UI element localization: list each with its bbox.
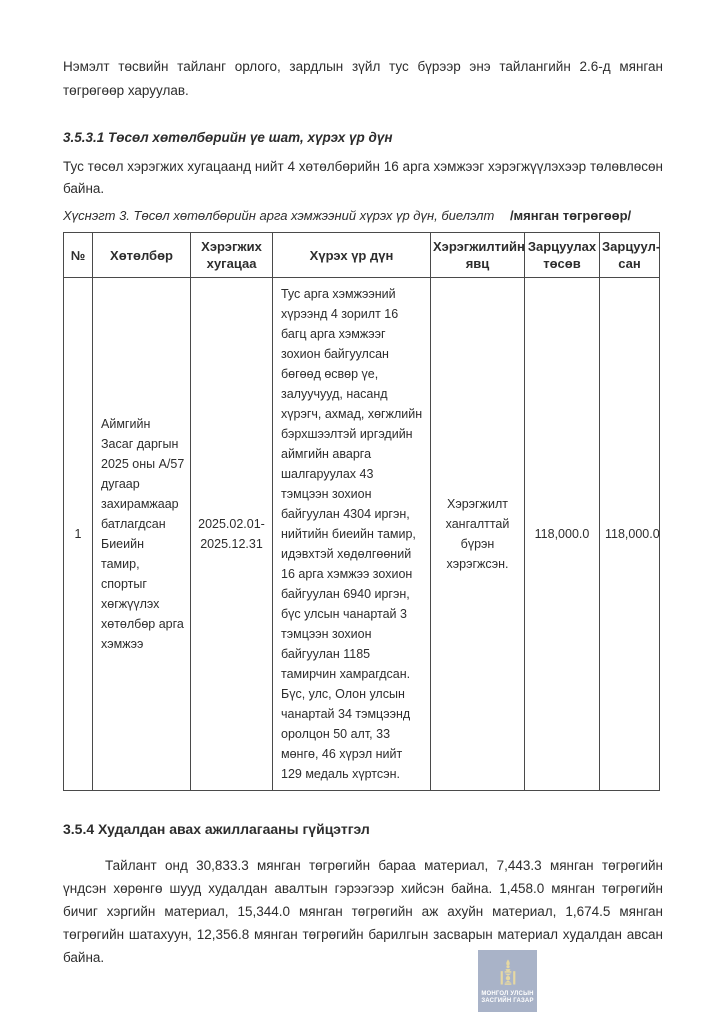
logo-caption-line2: ЗАСГИЙН ГАЗАР — [481, 998, 534, 1004]
logo-caption-line1: МОНГОЛ УЛСЫН — [481, 991, 534, 997]
cell-result: Тус арга хэмжээний хүрээнд 4 зорилт 16 багц арга хэмжээг зохион байгуулсан бөгөөд өсвөр үе, залуучууд, насанд хүрэгч, ахмад, хөгжлийн бэрхшээлтэй иргэдийн аймгийн аварга шалгаруулах 43 тэмцээн зохион байгуулан 4304 иргэн, нийтийн биеийн тамир, идэвхтэй хөдөлгөөний 16 арга хэмжээ зохион байгуулан 6940 иргэн, бүс улсын чанартай 3 тэмцээн зохион байгуулан 1185 тамирчин хамрагдсан. Бүс, улс, Олон улсын чанартай 34 тэмцээнд оролцон 50 алт, 33 мөнгө, 46 хүрэл нийт 129 медаль хүртсэн. — [273, 278, 431, 791]
col-header-result: Хүрэх үр дүн — [273, 233, 431, 278]
table-header-row — [64, 233, 660, 278]
section-3531-heading: 3.5.3.1 Төсөл хөтөлбөрийн үе шат, хүрэх үр дүн — [63, 130, 393, 145]
government-logo — [478, 950, 537, 1012]
cell-period: 2025.02.01-2025.12.31 — [191, 278, 273, 791]
cell-program: Аймгийн Засаг даргын 2025 оны А/57 дугаар захирамжаар батлагдсан Биеийн тамир, спортыг хөгжүүлэх хөтөлбөр арга хэмжээ — [93, 278, 191, 791]
intro-paragraph: Нэмэлт төсвийн тайланг орлого, зардлын зүйл тус бүрээр энэ тайлангийн 2.6-д мянган төгрөгөөр харуулав. — [63, 59, 663, 98]
table-caption-unit: /мянган төгрөгөөр/ — [509, 208, 632, 223]
table-caption-text: Хүснэгт 3. Төсөл хөтөлбөрийн арга хэмжээний хүрэх үр дүн, биелэлт — [63, 208, 495, 223]
table-caption — [63, 208, 663, 223]
page-content — [63, 55, 663, 969]
col-header-budget: Зарцуулах төсөв — [525, 233, 600, 278]
program-results-table — [63, 232, 660, 791]
section-354-paragraph: Тайлант онд 30,833.3 мянган төгрөгийн бараа материал, 7,443.3 мянган төгрөгийн үндсэн хөрөнгө шууд худалдан авалтын гэрээгээр хийсэн байна. 1,458.0 мянган төгрөгийн бичиг хэргийн материал, 15,344.0 мянган төгрөгийн аж ахуйн материал, 1,674.5 мянган төгрөгийн шатахуун, 12,356.8 мянган төгрөгийн барилгын засварын материал худалдан авсан байна. — [63, 858, 663, 965]
logo-caption — [481, 991, 533, 1005]
col-header-program: Хөтөлбөр — [93, 233, 191, 278]
col-header-period: Хэрэгжих хугацаа — [191, 233, 273, 278]
cell-progress: Хэрэгжилт хангалттай бүрэн хэрэгжсэн. — [431, 278, 525, 791]
section-354-heading: 3.5.4 Худалдан авах ажиллагааны гүйцэтгэл — [63, 821, 370, 837]
col-header-number: № — [64, 233, 93, 278]
col-header-progress: Хэрэгжилтийн явц — [431, 233, 525, 278]
soyombo-icon — [497, 959, 519, 989]
table-row — [64, 278, 660, 791]
cell-number: 1 — [64, 278, 93, 791]
cell-budget: 118,000.0 — [525, 278, 600, 791]
cell-spent: 118,000.0 — [600, 278, 660, 791]
col-header-spent: Зарцуул-сан — [600, 233, 660, 278]
section-3531-paragraph: Тус төсөл хэрэгжих хугацаанд нийт 4 хөтөлбөрийн 16 арга хэмжээг хэрэгжүүлэхээр төлөвлөсөн байна. — [63, 159, 663, 196]
